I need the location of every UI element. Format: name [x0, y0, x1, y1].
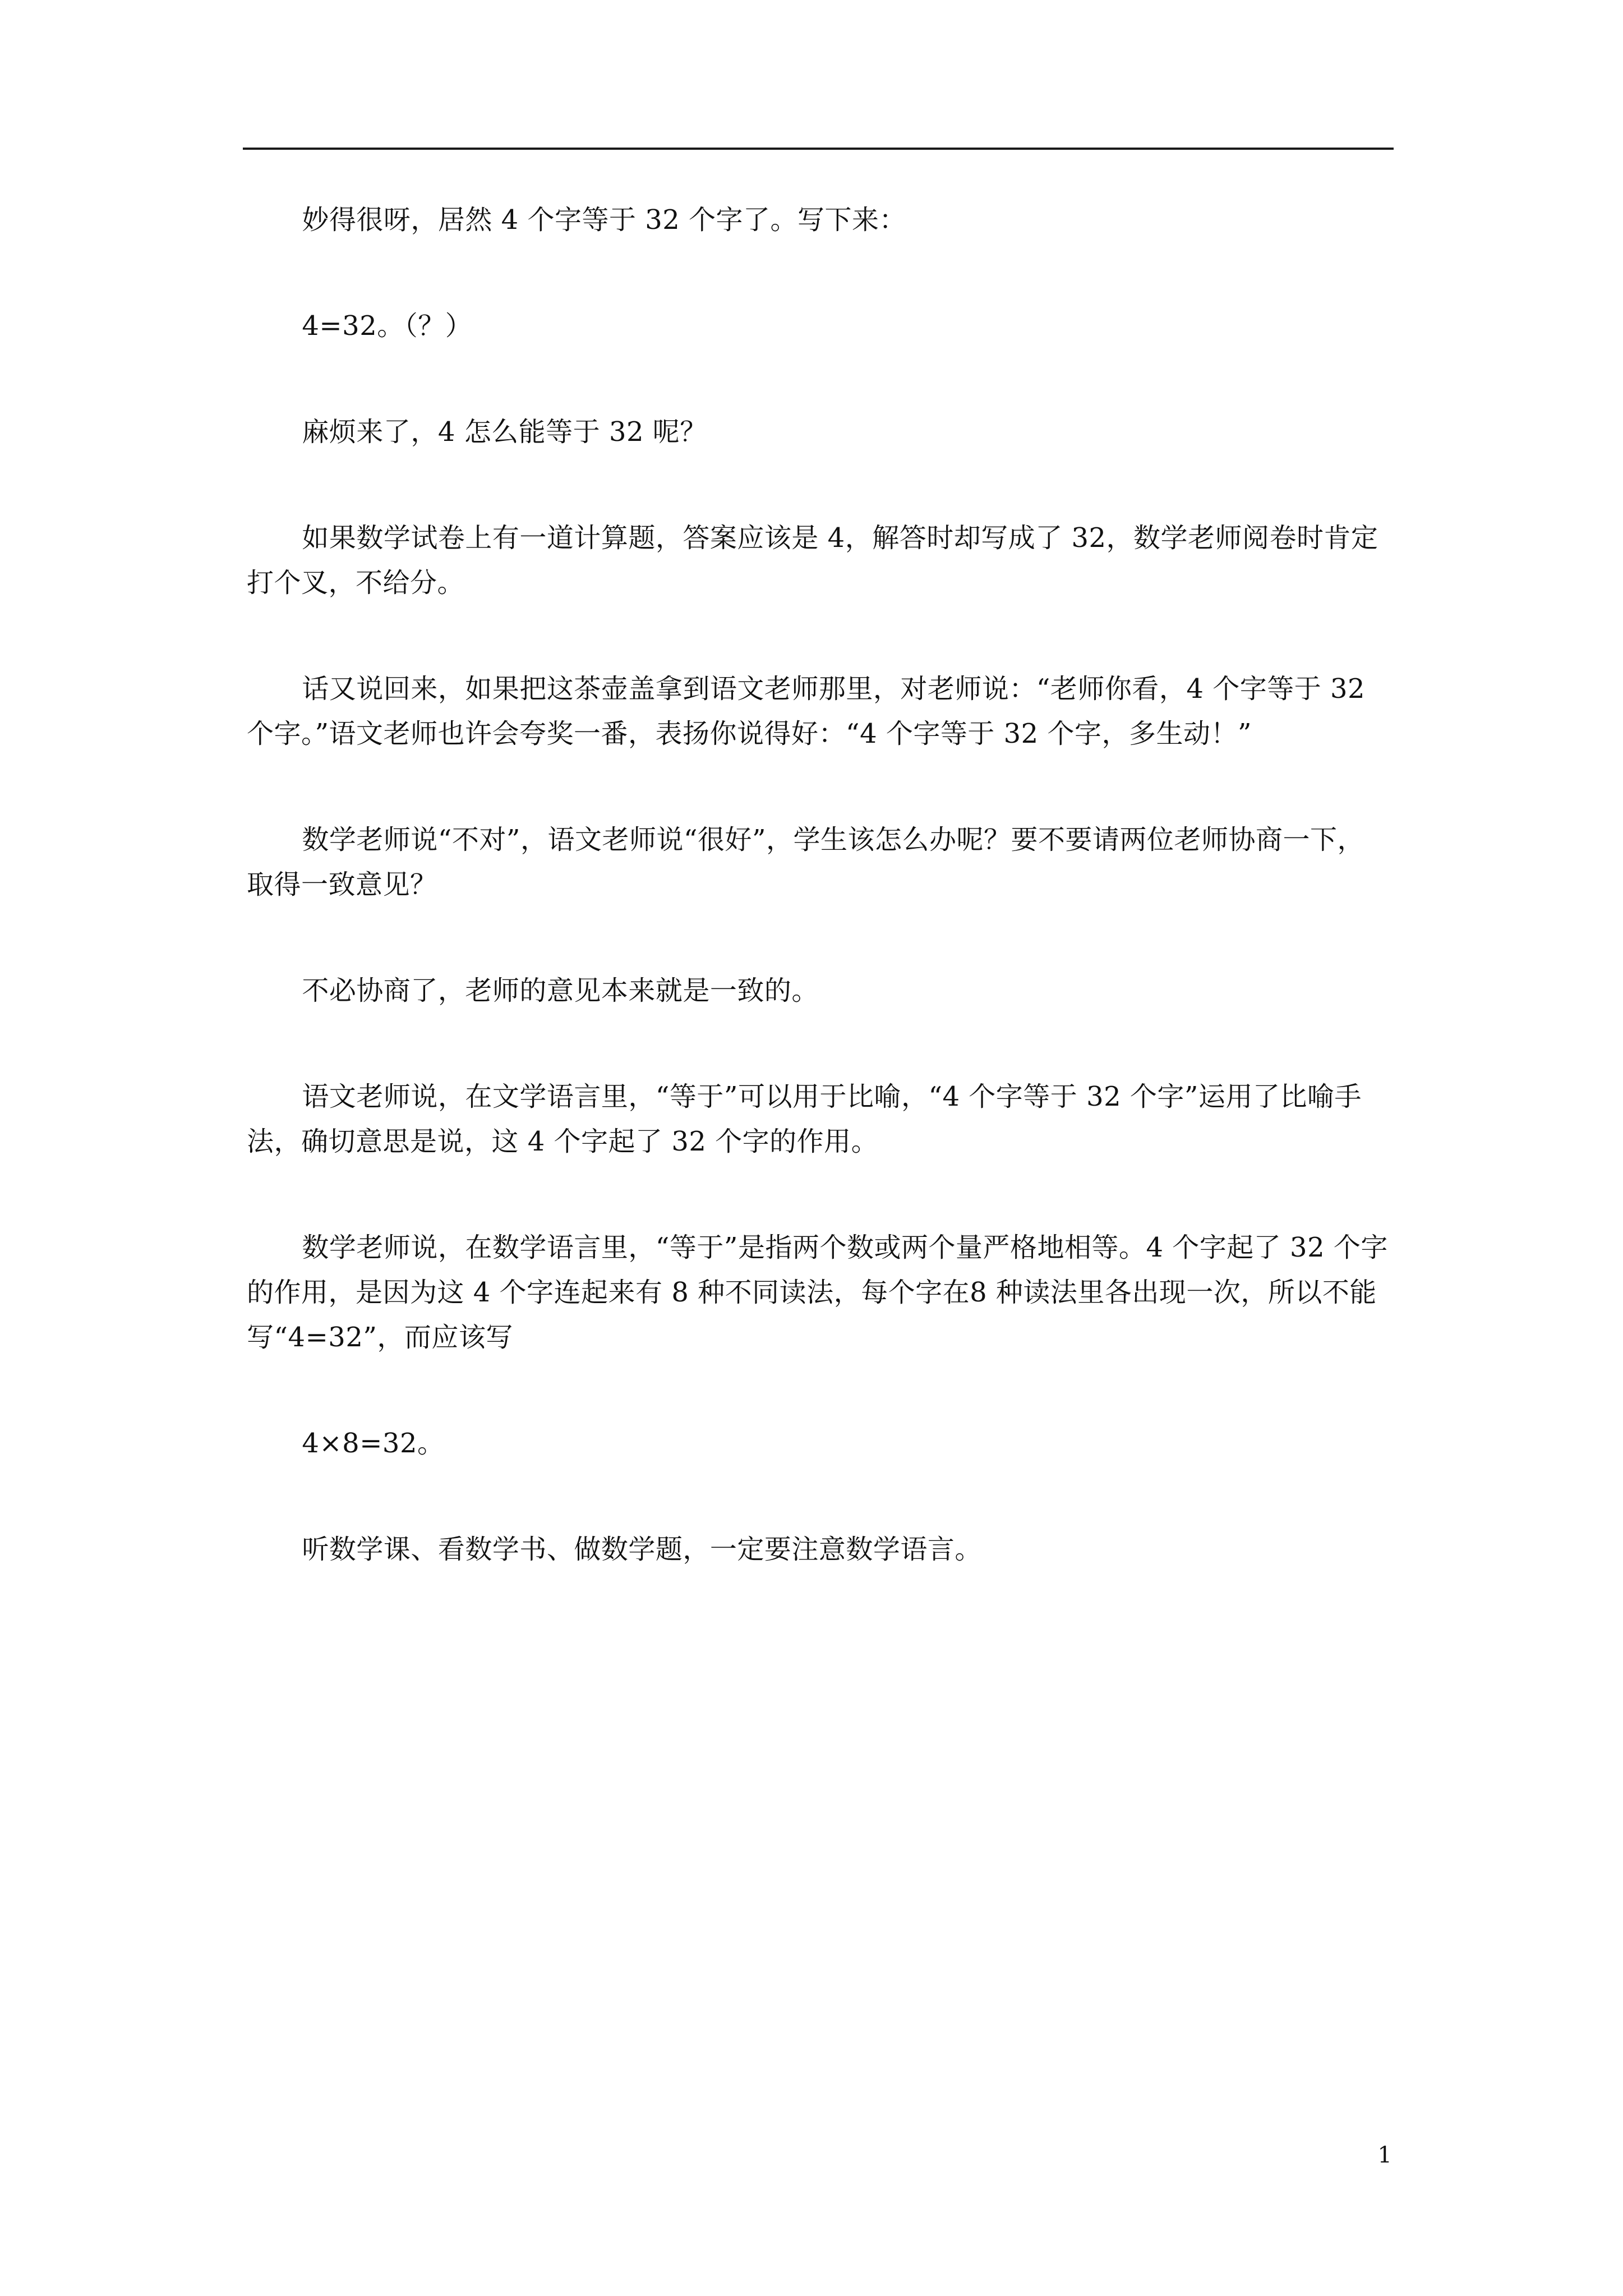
paragraph: 如果数学试卷上有一道计算题，答案应该是 4，解答时却写成了 32，数学老师阅卷时肯定打个叉，不给分。	[247, 522, 1378, 599]
paragraph: 话又说回来，如果把这茶壶盖拿到语文老师那里，对老师说：“老师你看，4 个字等于 32 个字。”语文老师也许会夸奖一番，表扬你说得好：“4 个字等于 32 个字，多生动！”	[247, 673, 1366, 749]
paragraph: 4=32。（？）	[302, 310, 473, 342]
paragraph: 数学老师说“不对”，语文老师说“很好”，学生该怎么办呢？要不要请两位老师协商一下，取得一致意见？	[247, 824, 1365, 900]
document-body	[247, 197, 1391, 1633]
paragraph: 麻烦来了，4 怎么能等于 32 呢？	[302, 416, 707, 448]
header-rule	[243, 148, 1394, 150]
paragraph: 妙得很呀，居然 4 个字等于 32 个字了。写下来：	[302, 204, 907, 236]
paragraph: 听数学课、看数学书、做数学题，一定要注意数学语言。	[302, 1534, 982, 1565]
paragraph: 数学老师说，在数学语言里，“等于”是指两个数或两个量严格地相等。4 个字起了 32 个字的作用，是因为这 4 个字连起来有 8 种不同读法，每个字在8 种读法里各出现一次，所以不能写“4=32”，而应该写	[247, 1232, 1388, 1353]
paragraph: 语文老师说，在文学语言里，“等于”可以用于比喻，“4 个字等于 32 个字”运用了比喻手法，确切意思是说，这 4 个字起了 32 个字的作用。	[247, 1081, 1362, 1157]
paragraph: 不必协商了，老师的意见本来就是一致的。	[302, 975, 819, 1006]
page-number: 1	[1377, 2142, 1392, 2168]
paragraph: 4×8=32。	[302, 1428, 445, 1459]
